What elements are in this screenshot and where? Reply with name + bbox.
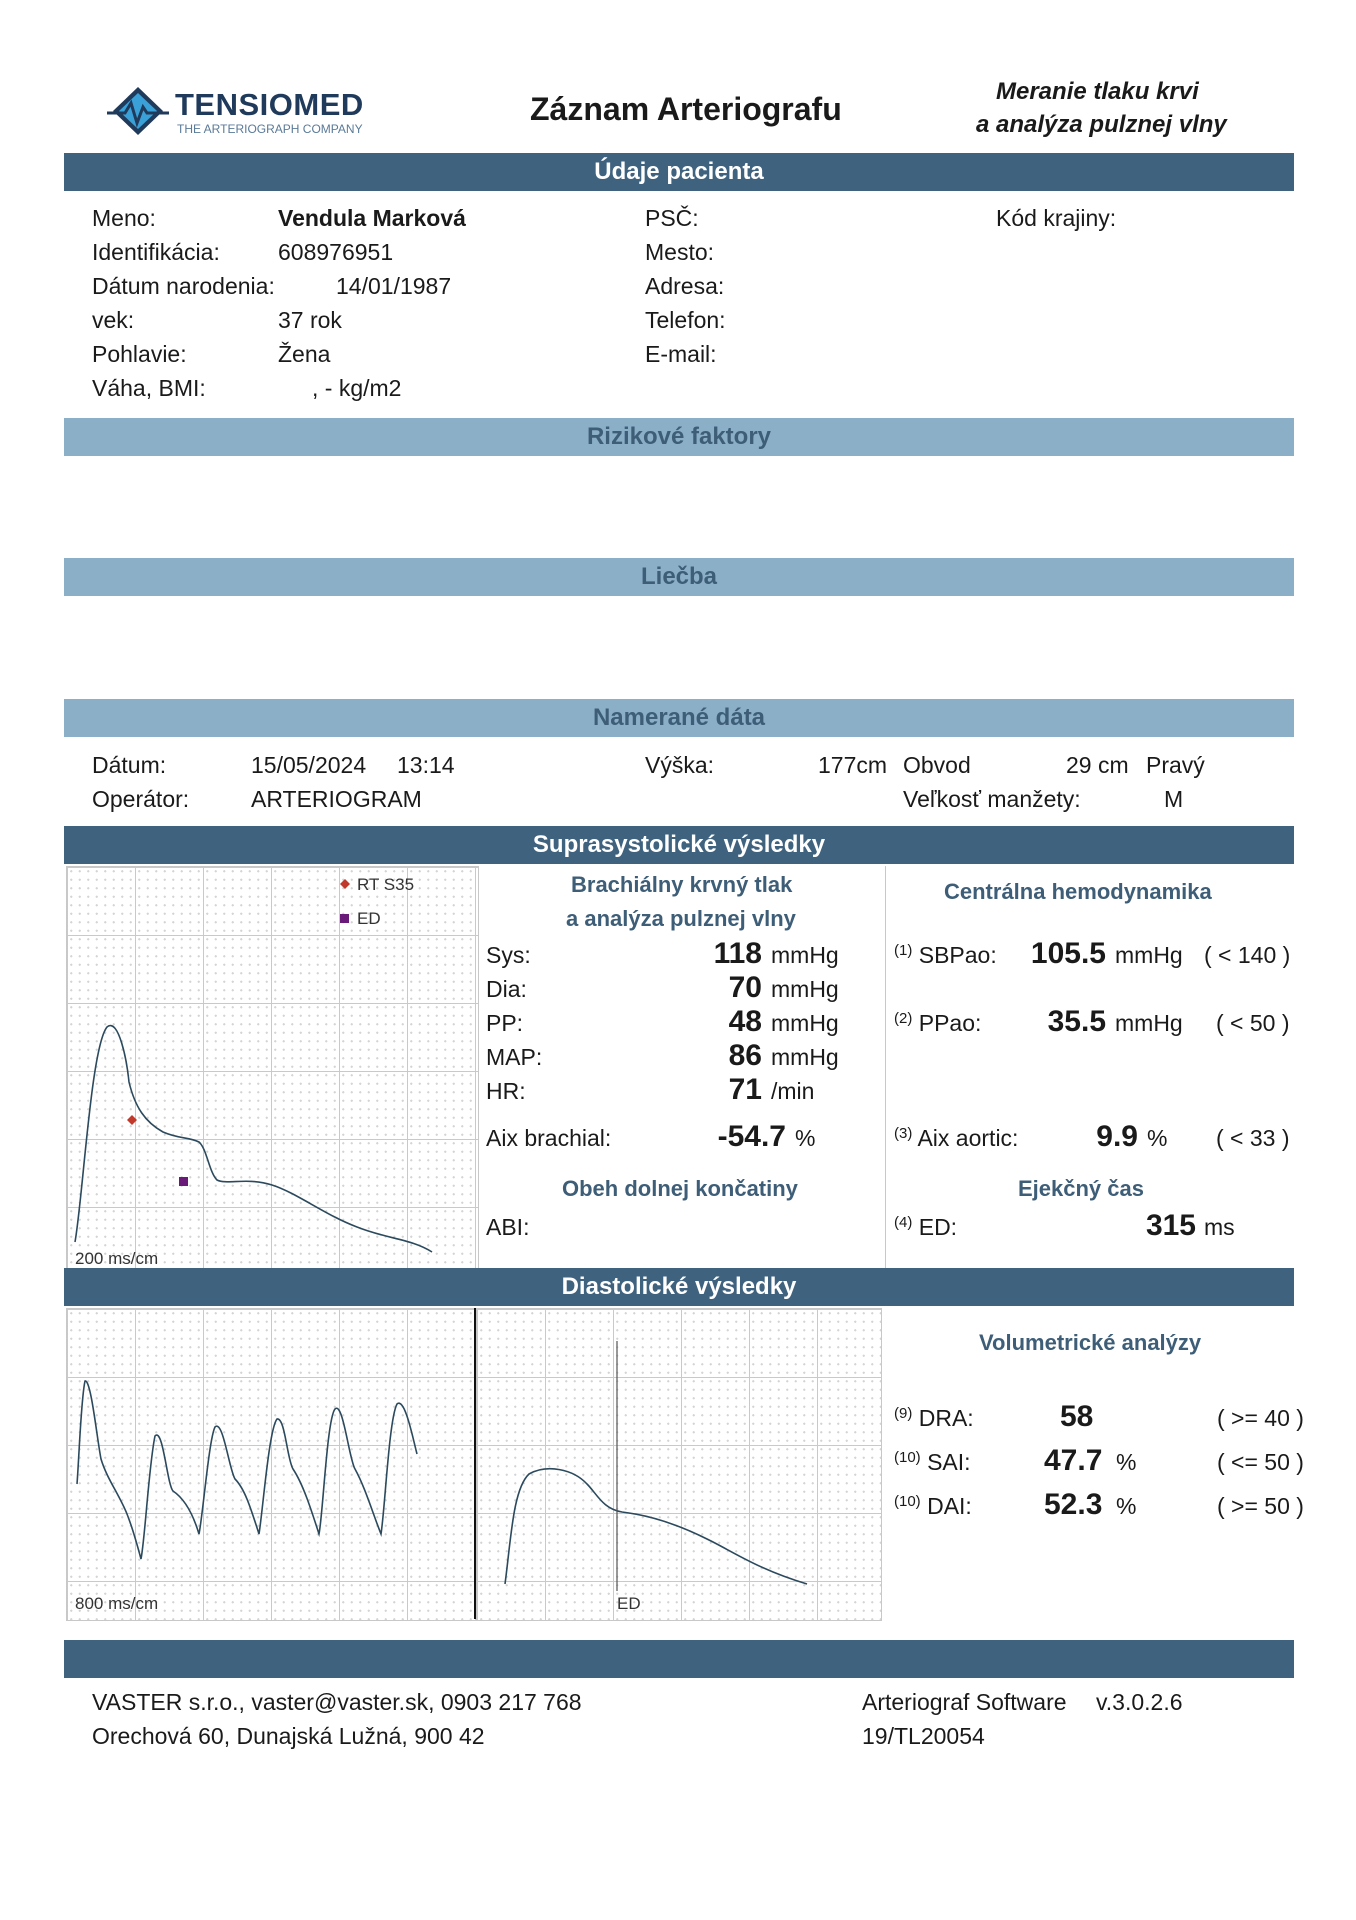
ppao-footnote: (2) bbox=[894, 1010, 913, 1027]
aix-aortic-ref: ( < 33 ) bbox=[1216, 1125, 1290, 1151]
date-value: 15/05/2024 bbox=[251, 752, 367, 778]
divider bbox=[885, 866, 886, 1275]
map-unit: mmHg bbox=[771, 1044, 839, 1070]
height-label: Výška: bbox=[645, 752, 715, 778]
sai-value: 47.7 bbox=[1044, 1444, 1103, 1477]
ejection-heading: Ejekčný čas bbox=[1018, 1176, 1144, 1201]
aix-brachial-unit: % bbox=[795, 1125, 816, 1151]
legend-rt-s35-icon bbox=[340, 879, 350, 889]
diastolic-waveform-train bbox=[67, 1309, 475, 1620]
dai-footnote: (10) bbox=[894, 1493, 921, 1510]
ppao-label bbox=[894, 1012, 981, 1035]
page-subtitle-line2: a analýza pulznej vlny bbox=[976, 111, 1227, 138]
dia-unit: mmHg bbox=[771, 976, 839, 1002]
cuff-size-value: M bbox=[1164, 786, 1184, 812]
section-header-suprasystolic: Suprasystolické výsledky bbox=[64, 826, 1294, 864]
section-header-measured: Namerané dáta bbox=[64, 699, 1294, 737]
sai-label bbox=[894, 1451, 971, 1474]
aix-brachial-label: Aix brachial: bbox=[486, 1125, 612, 1151]
aix-aortic-unit: % bbox=[1147, 1125, 1168, 1151]
sys-value: 118 bbox=[713, 937, 762, 970]
aix-aortic-label bbox=[894, 1127, 1018, 1150]
footer-bar bbox=[64, 1640, 1294, 1678]
ed-label-text: ED: bbox=[918, 1214, 958, 1240]
page-title: Záznam Arteriografu bbox=[530, 91, 842, 127]
hr-unit: /min bbox=[771, 1078, 815, 1104]
diastolic-scale-label: 800 ms/cm bbox=[75, 1594, 159, 1613]
hr-value: 71 bbox=[728, 1073, 762, 1106]
lower-limb-heading: Obeh dolnej končatiny bbox=[562, 1176, 798, 1201]
address-label: Adresa: bbox=[645, 273, 725, 299]
dob-value: 14/01/1987 bbox=[336, 273, 452, 299]
ppao-value: 35.5 bbox=[1047, 1005, 1106, 1038]
brachial-heading-2: a analýza pulznej vlny bbox=[566, 906, 796, 931]
suprasystolic-waveform bbox=[67, 867, 478, 1276]
country-label: Kód krajiny: bbox=[996, 205, 1117, 231]
ppao-label-text: PPao: bbox=[918, 1010, 982, 1036]
sys-label: Sys: bbox=[486, 942, 531, 968]
sbpao-label bbox=[894, 944, 997, 967]
psc-label: PSČ: bbox=[645, 205, 699, 231]
diastolic-waveform-graph bbox=[66, 1308, 476, 1621]
logo bbox=[107, 85, 387, 140]
hr-label: HR: bbox=[486, 1078, 526, 1104]
suprasystolic-waveform-graph bbox=[66, 866, 479, 1277]
rt-s35-marker-icon bbox=[127, 1115, 137, 1125]
map-value: 86 bbox=[728, 1039, 762, 1072]
name-label: Meno: bbox=[92, 205, 156, 231]
legend-rt-s35-label: RT S35 bbox=[357, 875, 415, 894]
sys-unit: mmHg bbox=[771, 942, 839, 968]
sbpao-unit: mmHg bbox=[1115, 942, 1183, 968]
sex-value: Žena bbox=[278, 341, 331, 367]
central-heading: Centrálna hemodynamika bbox=[944, 879, 1212, 904]
sai-label-text: SAI: bbox=[927, 1449, 971, 1475]
ed-footnote: (4) bbox=[894, 1214, 913, 1231]
date-label: Dátum: bbox=[92, 752, 167, 778]
city-label: Mesto: bbox=[645, 239, 715, 265]
aix-aortic-footnote: (3) bbox=[894, 1125, 913, 1142]
id-value: 608976951 bbox=[278, 239, 394, 265]
dra-footnote: (9) bbox=[894, 1405, 913, 1422]
ed-marker-icon bbox=[179, 1177, 188, 1186]
legend-ed-label: ED bbox=[357, 909, 381, 928]
device-id: 19/TL20054 bbox=[862, 1723, 985, 1749]
section-header-diastolic: Diastolické výsledky bbox=[64, 1268, 1294, 1306]
circumference-value: 29 cm bbox=[1066, 752, 1129, 778]
arm-side-value: Pravý bbox=[1146, 752, 1205, 778]
time-value: 13:14 bbox=[397, 752, 455, 778]
software-label: Arteriograf Software bbox=[862, 1689, 1067, 1715]
aix-brachial-value: -54.7 bbox=[717, 1120, 786, 1153]
dra-label bbox=[894, 1407, 974, 1430]
ed-value: 315 bbox=[1145, 1209, 1196, 1242]
legend-ed-icon bbox=[340, 914, 349, 923]
aix-aortic-label-text: Aix aortic: bbox=[917, 1125, 1019, 1151]
abi-label: ABI: bbox=[486, 1214, 530, 1240]
dai-unit: % bbox=[1116, 1493, 1137, 1519]
dia-value: 70 bbox=[728, 971, 762, 1004]
sai-footnote: (10) bbox=[894, 1449, 921, 1466]
dra-ref: ( >= 40 ) bbox=[1217, 1405, 1304, 1431]
logo-mark-icon bbox=[107, 85, 169, 137]
operator-value: ARTERIOGRAM bbox=[251, 786, 422, 812]
pp-unit: mmHg bbox=[771, 1010, 839, 1036]
bmi-value: , - kg/m2 bbox=[312, 375, 402, 401]
suprasystolic-scale-label: 200 ms/cm bbox=[75, 1249, 159, 1268]
dai-value: 52.3 bbox=[1044, 1488, 1103, 1521]
map-label: MAP: bbox=[486, 1044, 543, 1070]
pp-label: PP: bbox=[486, 1010, 524, 1036]
logo-tagline: THE ARTERIOGRAPH COMPANY bbox=[177, 122, 363, 136]
circumference-label: Obvod bbox=[903, 752, 971, 778]
dai-label bbox=[894, 1495, 972, 1518]
bmi-label: Váha, BMI: bbox=[92, 375, 206, 401]
sai-ref: ( <= 50 ) bbox=[1217, 1449, 1304, 1475]
pp-value: 48 bbox=[728, 1005, 762, 1038]
sai-unit: % bbox=[1116, 1449, 1137, 1475]
age-value: 37 rok bbox=[278, 307, 342, 333]
aix-aortic-value: 9.9 bbox=[1096, 1120, 1138, 1153]
software-version: v.3.0.2.6 bbox=[1096, 1689, 1183, 1715]
dia-label: Dia: bbox=[486, 976, 527, 1002]
cuff-size-label: Veľkosť manžety: bbox=[903, 786, 1081, 812]
diastolic-single-beat bbox=[477, 1309, 881, 1620]
name-value: Vendula Marková bbox=[278, 205, 466, 231]
page-subtitle-line1: Meranie tlaku krvi bbox=[996, 78, 1199, 105]
logo-name: TENSIOMED bbox=[175, 87, 364, 122]
age-label: vek: bbox=[92, 307, 135, 333]
id-label: Identifikácia: bbox=[92, 239, 220, 265]
dra-value: 58 bbox=[1060, 1400, 1094, 1433]
sex-label: Pohlavie: bbox=[92, 341, 187, 367]
sbpao-ref: ( < 140 ) bbox=[1204, 942, 1291, 968]
ppao-unit: mmHg bbox=[1115, 1010, 1183, 1036]
phone-label: Telefon: bbox=[645, 307, 726, 333]
sbpao-value: 105.5 bbox=[1030, 937, 1106, 970]
ed-label bbox=[894, 1216, 957, 1239]
email-label: E-mail: bbox=[645, 341, 717, 367]
diastolic-ed-label: ED bbox=[617, 1594, 641, 1613]
section-header-patient: Údaje pacienta bbox=[64, 153, 1294, 191]
company-line-2: Orechová 60, Dunajská Lužná, 900 42 bbox=[92, 1723, 485, 1749]
volumetric-heading: Volumetrické analýzy bbox=[979, 1330, 1202, 1355]
dob-label: Dátum narodenia: bbox=[92, 273, 275, 299]
section-header-risk: Rizikové faktory bbox=[64, 418, 1294, 456]
ed-unit: ms bbox=[1204, 1214, 1235, 1240]
dai-label-text: DAI: bbox=[927, 1493, 972, 1519]
brachial-heading-1: Brachiálny krvný tlak bbox=[571, 872, 793, 897]
sbpao-label-text: SBPao: bbox=[918, 942, 997, 968]
diastolic-single-beat-graph bbox=[476, 1308, 882, 1621]
section-header-treatment: Liečba bbox=[64, 558, 1294, 596]
dra-label-text: DRA: bbox=[918, 1405, 974, 1431]
dai-ref: ( >= 50 ) bbox=[1217, 1493, 1304, 1519]
sbpao-footnote: (1) bbox=[894, 942, 913, 959]
operator-label: Operátor: bbox=[92, 786, 190, 812]
ppao-ref: ( < 50 ) bbox=[1216, 1010, 1290, 1036]
company-line-1: VASTER s.r.o., vaster@vaster.sk, 0903 217 768 bbox=[92, 1689, 582, 1715]
height-value: 177cm bbox=[818, 752, 888, 778]
